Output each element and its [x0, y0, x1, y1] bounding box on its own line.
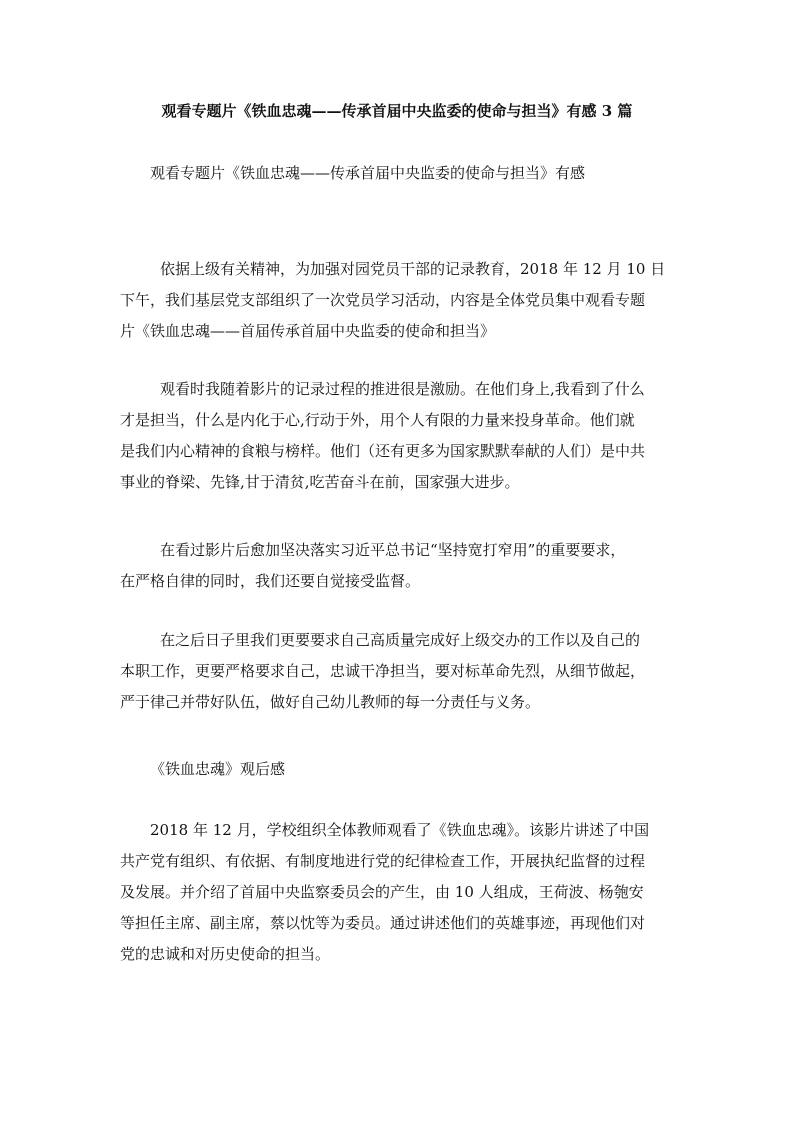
- paragraph-line: 共产党有组织、有依据、有制度地进行党的纪律检查工作，开展执纪监督的过程: [120, 852, 646, 870]
- paragraph-4: [120, 625, 674, 718]
- paragraph-line: 及发展。并介绍了首届中央监察委员会的产生，由 10 人组成，王荷波、杨匏安: [120, 883, 644, 901]
- paragraph-2: [120, 374, 674, 498]
- document-subtitle: 观看专题片《铁血忠魂——传承首届中央监委的使命与担当》有感: [150, 164, 586, 182]
- paragraph-line: 片《铁血忠魂——首届传承首届中央监委的使命和担当》: [120, 322, 496, 340]
- paragraph-line: 等担任主席、副主席，蔡以忱等为委员。通过讲述他们的英雄事迹，再现他们对: [120, 914, 646, 932]
- document-title: 观看专题片《铁血忠魂——传承首届中央监委的使命与担当》有感 3 篇: [161, 102, 633, 120]
- section-heading: 《铁血忠魂》观后感: [150, 760, 286, 778]
- paragraph-5: [120, 815, 674, 970]
- paragraph-line: 严于律己并带好队伍，做好自己幼儿教师的每一分责任与义务。: [120, 693, 541, 711]
- paragraph-line: 在之后日子里我们更要要求自己高质量完成好上级交办的工作以及自己的: [160, 631, 641, 649]
- paragraph-1: [120, 254, 674, 347]
- paragraph-line: 才是担当，什么是内化于心,行动于外，用个人有限的力量来投身革命。他们就: [120, 411, 635, 429]
- paragraph-3: [120, 535, 674, 597]
- paragraph-line: 在严格自律的同时，我们还要自觉接受监督。: [120, 572, 421, 590]
- paragraph-line: 2018 年 12 月，学校组织全体教师观看了《铁血忠魂》。该影片讲述了中国: [150, 821, 650, 839]
- paragraph-line: 在看过影片后愈加坚决落实习近平总书记“坚持宽打窄用”的重要要求，: [160, 541, 626, 559]
- paragraph-line: 下午，我们基层党支部组织了一次党员学习活动，内容是全体党员集中观看专题: [120, 291, 646, 309]
- paragraph-line: 观看时我随着影片的记录过程的推进很是激励。在他们身上,我看到了什么: [160, 380, 645, 398]
- paragraph-line: 党的忠诚和对历史使命的担当。: [120, 945, 331, 963]
- paragraph-line: 事业的脊梁、先锋,甘于清贫,吃苦奋斗在前，国家强大进步。: [120, 473, 520, 491]
- paragraph-line: 是我们内心精神的食粮与榜样。他们（还有更多为国家默默奉献的人们）是中共: [120, 442, 646, 460]
- paragraph-line: 依据上级有关精神，为加强对园党员干部的记录教育，2018 年 12 月 10 日: [160, 260, 666, 278]
- paragraph-line: 本职工作，更要严格要求自己，忠诚干净担当，要对标革命先烈，从细节做起，: [120, 662, 646, 680]
